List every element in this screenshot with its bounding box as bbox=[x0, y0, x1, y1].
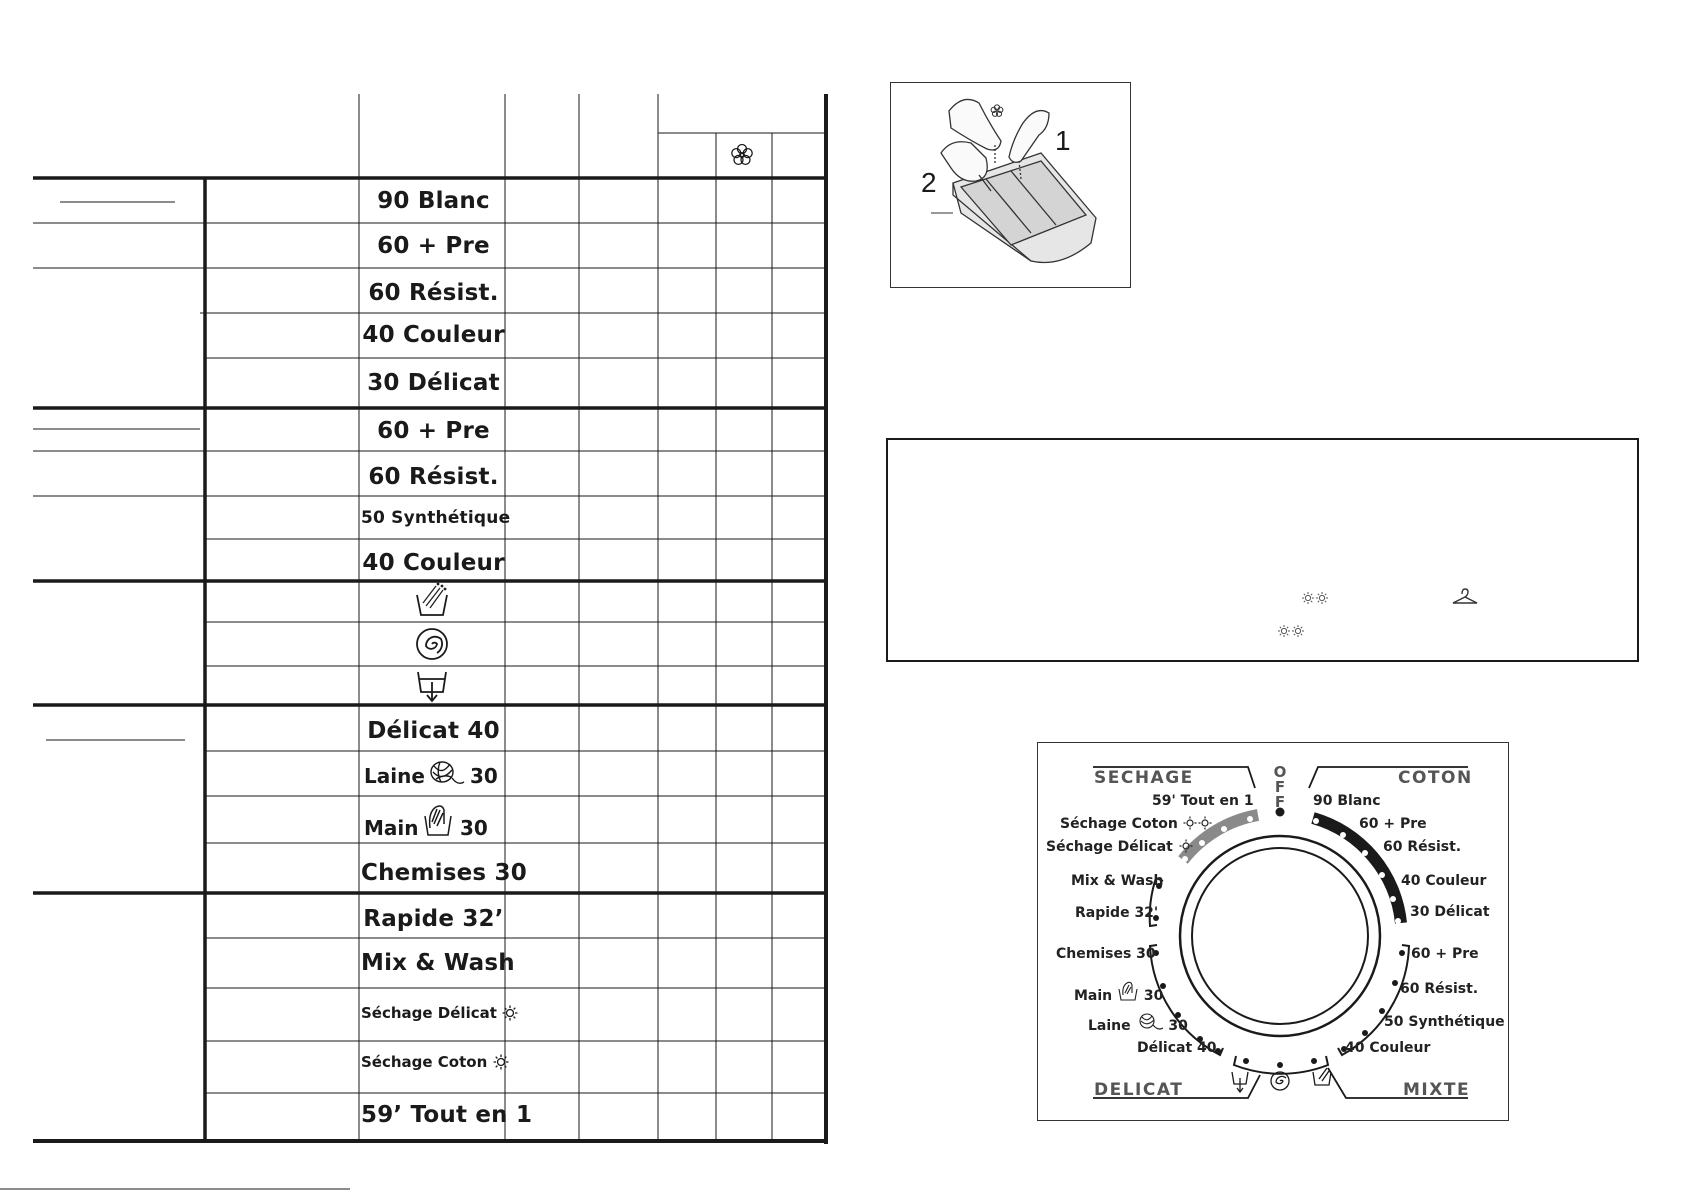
program-dial-panel bbox=[1037, 742, 1509, 1121]
dial-program-mixte-40-couleur[interactable]: 40 Couleur bbox=[1345, 1040, 1431, 1056]
off-letter-o: O bbox=[1273, 763, 1287, 781]
dial-program-rapide[interactable]: Rapide 32' bbox=[1075, 905, 1159, 921]
dial-program-label: Main bbox=[1074, 988, 1113, 1004]
handwash-icon bbox=[1117, 980, 1139, 1002]
program-label: 60 + Pre bbox=[377, 418, 490, 444]
off-letter-f2: F bbox=[1274, 793, 1286, 811]
program-label: Laine bbox=[364, 764, 425, 788]
program-label: 40 Couleur bbox=[362, 550, 505, 576]
program-label: Chemises 30 bbox=[361, 860, 527, 886]
detergent-drawer-illustration bbox=[890, 82, 1131, 288]
program-label: Main bbox=[364, 816, 419, 840]
dial-program-label: Séchage Coton bbox=[1060, 816, 1178, 832]
double-sun-icon bbox=[1277, 623, 1305, 639]
dial-program-90-blanc[interactable]: 90 Blanc bbox=[1313, 793, 1381, 809]
drawer-compartment-2-label: 2 bbox=[921, 167, 937, 198]
drain-icon bbox=[1232, 1072, 1248, 1092]
program-label: 50 Synthétique bbox=[361, 508, 511, 528]
wool-icon bbox=[1136, 1011, 1164, 1033]
off-letter-f: F bbox=[1274, 778, 1286, 796]
dial-program-40-couleur[interactable]: 40 Couleur bbox=[1401, 873, 1487, 889]
dial-program-tout-en-1[interactable]: 59' Tout en 1 bbox=[1152, 793, 1254, 809]
program-label-sechage-delicat bbox=[361, 1004, 506, 1022]
dial-program-laine[interactable] bbox=[1088, 1011, 1188, 1034]
dial-program-sechage-delicat[interactable] bbox=[1046, 839, 1194, 855]
group-label-sechage: SECHAGE bbox=[1094, 768, 1194, 788]
dial-program-delicat40[interactable]: Délicat 40 bbox=[1137, 1040, 1217, 1056]
sun-icon bbox=[502, 1005, 518, 1021]
dial-program-label: Laine bbox=[1088, 1018, 1131, 1034]
double-sun-icon bbox=[1301, 590, 1329, 606]
spin-icon bbox=[417, 629, 447, 659]
note-box bbox=[886, 438, 1639, 662]
program-label: 60 + Pre bbox=[377, 233, 490, 259]
dial-program-sechage-coton[interactable] bbox=[1060, 816, 1213, 832]
dial-program-label: Séchage Délicat bbox=[1046, 839, 1173, 855]
dial-program-mixte-60-resist[interactable]: 60 Résist. bbox=[1400, 981, 1479, 997]
program-label: Rapide 32’ bbox=[363, 906, 504, 932]
hanger-icon bbox=[1450, 588, 1480, 606]
group-label-delicat: DELICAT bbox=[1094, 1080, 1184, 1100]
dial-program-temp: 30 bbox=[1143, 988, 1164, 1004]
sun-icon bbox=[1178, 839, 1194, 853]
program-label: Délicat 40 bbox=[367, 718, 500, 744]
dial-program-60-pre[interactable]: 60 + Pre bbox=[1359, 816, 1427, 832]
group-label-mixte: MIXTE bbox=[1403, 1080, 1471, 1100]
program-label: 30 Délicat bbox=[367, 370, 500, 396]
dial-program-mix-wash[interactable]: Mix & Wash bbox=[1071, 873, 1164, 889]
dial-program-temp: 30 bbox=[1168, 1018, 1188, 1034]
handwash-icon bbox=[422, 802, 454, 838]
dial-program-60-resist[interactable]: 60 Résist. bbox=[1383, 839, 1462, 855]
program-label: 60 Résist. bbox=[368, 280, 499, 306]
rinse-icon bbox=[1313, 1068, 1331, 1085]
program-label: 90 Blanc bbox=[377, 188, 490, 214]
dial-program-chemises[interactable]: Chemises 30 bbox=[1056, 946, 1156, 962]
program-label-laine bbox=[364, 762, 504, 792]
program-label-sechage-coton bbox=[361, 1053, 506, 1071]
program-temp: 30 bbox=[460, 816, 488, 840]
double-sun-icon bbox=[1183, 816, 1213, 830]
drain-icon bbox=[418, 672, 446, 701]
dial-program-mixte-60-pre[interactable]: 60 + Pre bbox=[1411, 946, 1479, 962]
program-label: Mix & Wash bbox=[361, 950, 515, 976]
program-label: Séchage Délicat bbox=[361, 1004, 497, 1022]
flower-icon bbox=[732, 145, 752, 165]
program-dial[interactable] bbox=[1038, 743, 1508, 1120]
rinse-icon bbox=[417, 583, 447, 615]
sun-icon bbox=[493, 1054, 509, 1070]
program-label: 40 Couleur bbox=[362, 322, 505, 348]
program-label-main bbox=[364, 806, 504, 842]
program-label: Séchage Coton bbox=[361, 1053, 488, 1071]
dial-program-main[interactable] bbox=[1074, 980, 1163, 1004]
group-label-coton: COTON bbox=[1398, 768, 1473, 788]
dial-program-50-synthetique[interactable]: 50 Synthétique bbox=[1384, 1014, 1505, 1030]
wool-icon bbox=[426, 758, 466, 790]
program-label: 60 Résist. bbox=[368, 464, 499, 490]
drawer-compartment-1-label: 1 bbox=[1055, 125, 1071, 156]
dial-program-30-delicat[interactable]: 30 Délicat bbox=[1410, 904, 1490, 920]
program-label: 59’ Tout en 1 bbox=[361, 1102, 533, 1128]
program-temp: 30 bbox=[470, 764, 498, 788]
